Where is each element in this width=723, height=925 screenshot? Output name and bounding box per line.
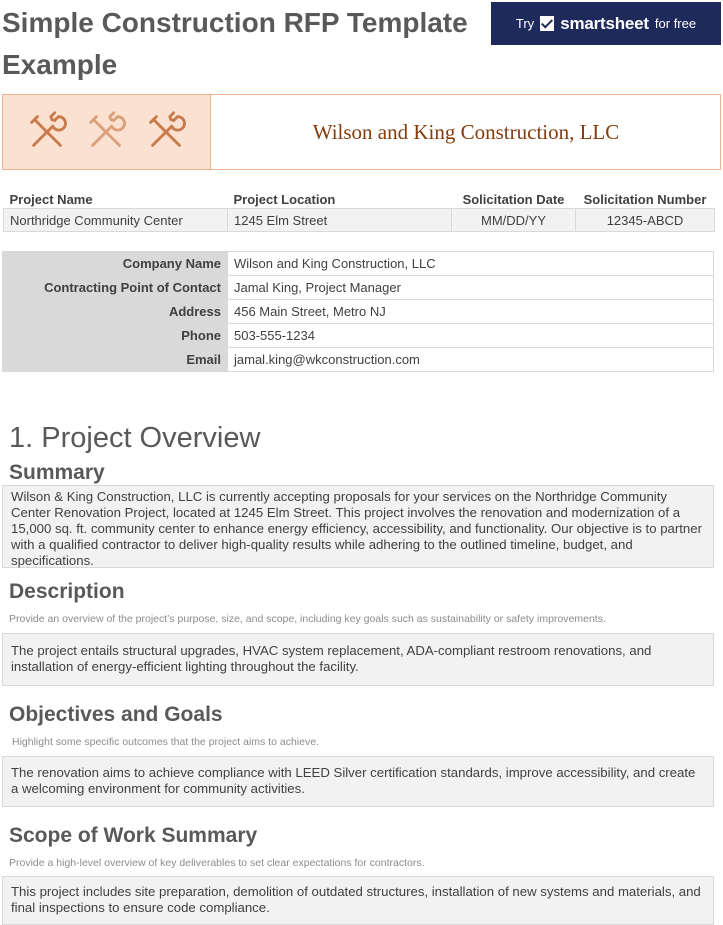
company-banner (2, 94, 721, 170)
contact-row (3, 300, 714, 324)
contact-label: Phone (3, 324, 228, 348)
promo-brand-label: smartsheet (560, 13, 649, 33)
banner-company-name: Wilson and King Construction, LLC (312, 119, 620, 144)
wrench-screwdriver-icon (83, 109, 129, 155)
contact-info-table (2, 251, 714, 372)
scope-heading: Scope of Work Summary (9, 824, 258, 847)
header-solicitation-date: Solicitation Date (462, 192, 565, 207)
header-project-location: Project Location (233, 192, 336, 207)
promo-try-label: Try (515, 16, 535, 31)
smartsheet-promo-button[interactable] (491, 2, 721, 45)
address-value[interactable]: 456 Main Street, Metro NJ (228, 300, 714, 324)
solicitation-number-cell[interactable]: 12345-ABCD (576, 209, 715, 232)
project-location-cell[interactable]: 1245 Elm Street (228, 209, 452, 232)
section-title: 1. Project Overview (9, 422, 261, 454)
contact-label: Company Name (3, 252, 228, 276)
scope-hint: Provide a high-level overview of key deliverables to set clear expectations for contractors. (9, 857, 425, 869)
header-solicitation-number: Solicitation Number (583, 192, 707, 207)
summary-heading: Summary (9, 461, 105, 484)
summary-text[interactable]: Wilson & King Construction, LLC is currently accepting proposals for your services on the Northridge Community Center Renovation Project, located at 1245 Elm Street. This project involves the renovation and modernization of a 15,000 sq. ft. community center to enhance energy efficiency, accessibility, and functionality. Our objective is to partner with a qualified contractor to deliver high-quality results while adhering to the outlined timeline, budget, and specifications. (2, 485, 714, 568)
header-project-name: Project Name (9, 192, 93, 207)
description-heading: Description (9, 580, 125, 603)
wrench-screwdriver-icon (143, 109, 189, 155)
contact-label: Contracting Point of Contact (3, 276, 228, 300)
project-name-cell[interactable]: Northridge Community Center (4, 209, 228, 232)
company-name-value[interactable]: Wilson and King Construction, LLC (228, 252, 714, 276)
contact-label: Email (3, 348, 228, 372)
phone-value[interactable]: 503-555-1234 (228, 324, 714, 348)
email-value[interactable]: jamal.king@wkconstruction.com (228, 348, 714, 372)
contact-label: Address (3, 300, 228, 324)
scope-text[interactable]: This project includes site preparation, demolition of outdated structures, installation of new systems and materials, and final inspections to ensure code compliance. (2, 876, 714, 925)
promo-suffix-label: for free (654, 16, 697, 31)
contact-row (3, 252, 714, 276)
project-info-table (3, 191, 715, 232)
contact-row (3, 324, 714, 348)
wrench-screwdriver-icon (24, 109, 70, 155)
point-of-contact-value[interactable]: Jamal King, Project Manager (228, 276, 714, 300)
solicitation-date-cell[interactable]: MM/DD/YY (452, 209, 576, 232)
contact-row (3, 276, 714, 300)
contact-row (3, 348, 714, 372)
banner-icon-panel (3, 95, 211, 169)
description-text[interactable]: The project entails structural upgrades, HVAC system replacement, ADA-compliant restroom renovations, and installation of energy-efficient lighting throughout the facility. (2, 633, 714, 686)
objectives-hint: Highlight some specific outcomes that the project aims to achieve. (12, 736, 319, 748)
objectives-text[interactable]: The renovation aims to achieve compliance with LEED Silver certification standards, improve accessibility, and create a welcoming environment for community activities. (2, 756, 714, 807)
objectives-heading: Objectives and Goals (9, 703, 223, 726)
description-hint: Provide an overview of the project’s purpose, size, and scope, including key goals such as sustainability or safety improvements. (9, 613, 606, 625)
document-title: Simple Construction RFP Template Example (2, 7, 468, 80)
smartsheet-logo-icon (540, 16, 554, 31)
